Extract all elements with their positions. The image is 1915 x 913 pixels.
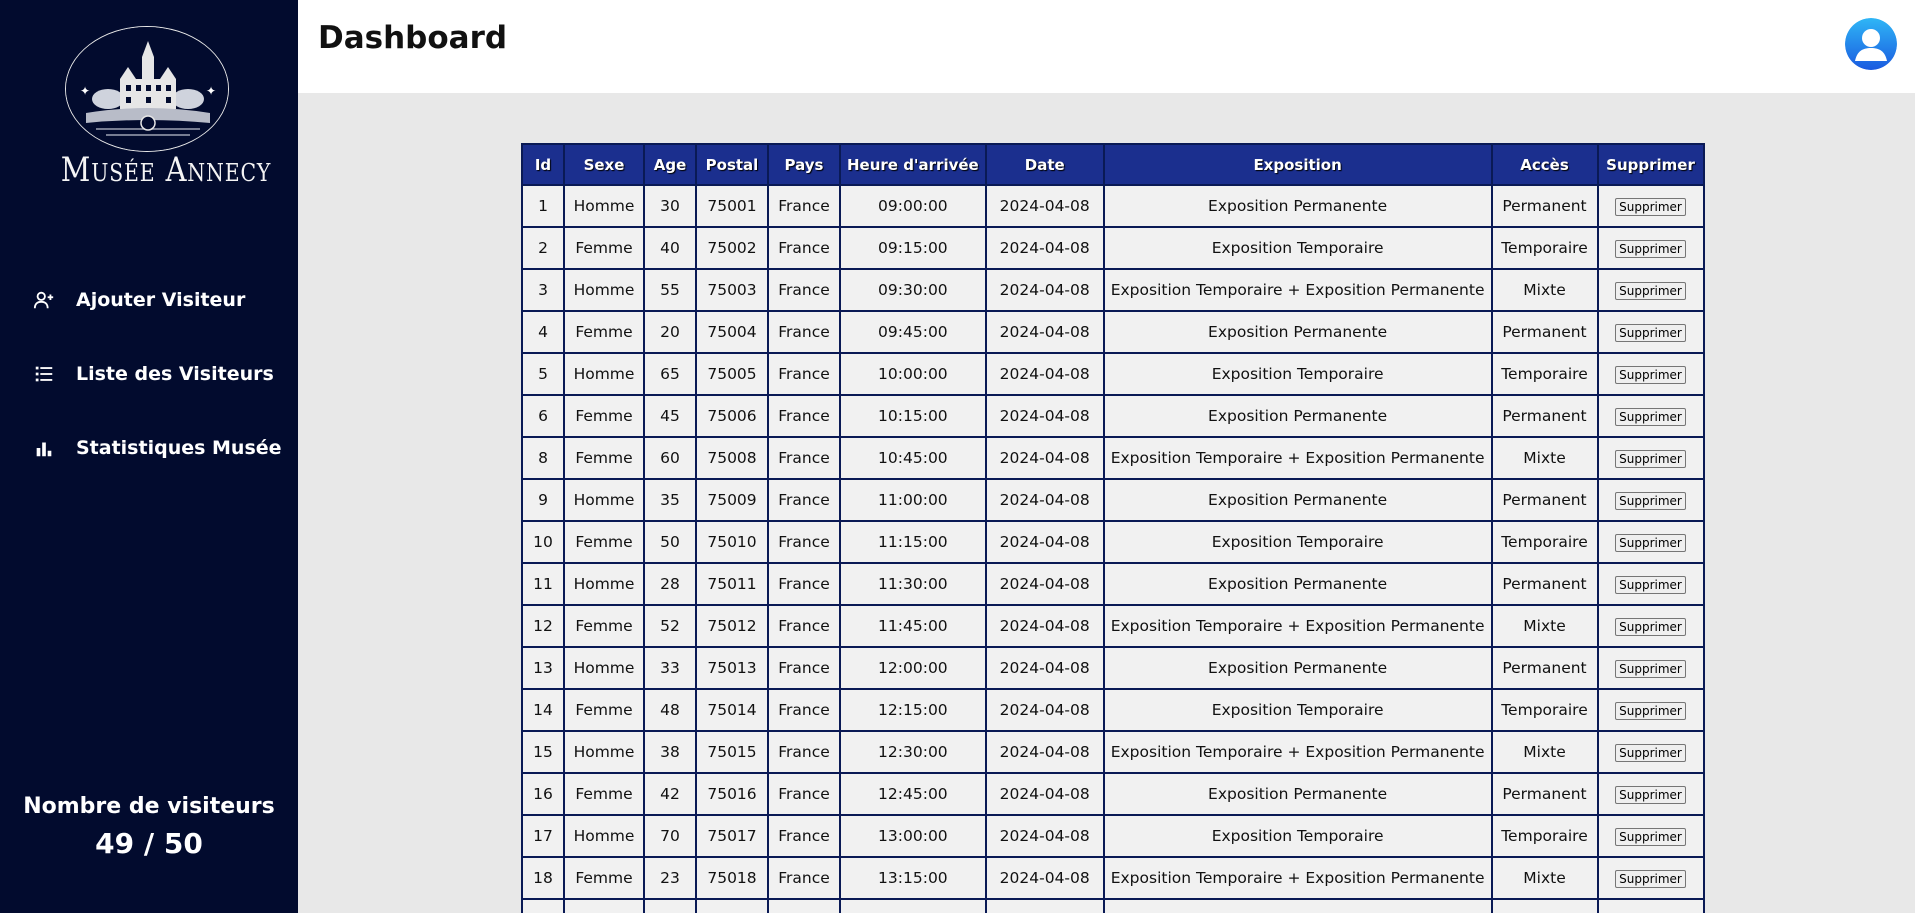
table-cell: Exposition Temporaire: [1104, 689, 1492, 731]
table-cell: [1598, 773, 1704, 815]
table-cell: 75008: [696, 437, 768, 479]
table-cell: France: [768, 185, 840, 227]
table-cell: France: [768, 521, 840, 563]
table-cell: 75002: [696, 227, 768, 269]
table-cell: Femme: [564, 857, 644, 899]
delete-visitor-button[interactable]: Supprimer: [1615, 366, 1686, 384]
table-cell: 09:45:00: [840, 311, 986, 353]
table-cell: Femme: [564, 521, 644, 563]
table-cell: 2024-04-08: [986, 563, 1104, 605]
delete-visitor-button[interactable]: Supprimer: [1615, 282, 1686, 300]
table-cell: [1598, 857, 1704, 899]
table-cell: Mixte: [1492, 605, 1598, 647]
table-cell: Exposition Temporaire + Exposition Permanente: [1104, 269, 1492, 311]
table-cell: [1598, 311, 1704, 353]
table-cell: Homme: [564, 647, 644, 689]
table-cell: 4: [522, 311, 564, 353]
table-row: [522, 689, 1704, 731]
table-cell: Exposition Permanente: [1104, 311, 1492, 353]
column-header: Exposition: [1104, 144, 1492, 185]
delete-visitor-button[interactable]: Supprimer: [1615, 534, 1686, 552]
table-cell: Homme: [564, 353, 644, 395]
table-cell: Exposition Permanente: [1104, 647, 1492, 689]
castle-emblem-icon: [65, 26, 229, 152]
column-header: Supprimer: [1598, 144, 1704, 185]
table-cell: 2024-04-08: [986, 857, 1104, 899]
table-cell: 3: [522, 269, 564, 311]
table-cell: 11:00:00: [840, 479, 986, 521]
table-cell: 2024-04-08: [986, 773, 1104, 815]
table-cell: 11: [522, 563, 564, 605]
table-cell: 75018: [696, 857, 768, 899]
table-cell: 38: [644, 731, 696, 773]
table-cell: France: [768, 815, 840, 857]
column-header: Id: [522, 144, 564, 185]
table-cell: 12:15:00: [840, 689, 986, 731]
table-cell: 65: [644, 353, 696, 395]
table-cell: [1598, 353, 1704, 395]
table-cell: 16: [522, 773, 564, 815]
page-title: Dashboard: [318, 20, 508, 56]
column-header: Postal: [696, 144, 768, 185]
table-cell: France: [768, 353, 840, 395]
table-row: [522, 521, 1704, 563]
delete-visitor-button[interactable]: Supprimer: [1615, 744, 1686, 762]
table-cell: Permanent: [1492, 479, 1598, 521]
table-cell: Exposition Permanente: [1104, 395, 1492, 437]
table-cell: Temporaire: [1492, 815, 1598, 857]
table-cell: France: [768, 395, 840, 437]
table-cell: [840, 899, 986, 913]
table-cell: Permanent: [1492, 563, 1598, 605]
table-cell: France: [768, 773, 840, 815]
table-cell: 75014: [696, 689, 768, 731]
sidebar-nav: [0, 263, 298, 485]
table-cell: Exposition Temporaire + Exposition Permanente: [1104, 857, 1492, 899]
table-cell: Temporaire: [1492, 353, 1598, 395]
table-cell: 13: [522, 647, 564, 689]
table-cell: [522, 899, 564, 913]
table-cell: Mixte: [1492, 857, 1598, 899]
table-row: [522, 773, 1704, 815]
table-cell: 2024-04-08: [986, 227, 1104, 269]
table-cell: 09:15:00: [840, 227, 986, 269]
table-cell: Temporaire: [1492, 521, 1598, 563]
table-cell: 75015: [696, 731, 768, 773]
table-cell: 12: [522, 605, 564, 647]
table-cell: 2024-04-08: [986, 395, 1104, 437]
nav-liste-visiteurs[interactable]: [0, 337, 298, 411]
table-cell: France: [768, 479, 840, 521]
table-cell: 2024-04-08: [986, 815, 1104, 857]
table-cell: 15: [522, 731, 564, 773]
table-cell: Femme: [564, 437, 644, 479]
table-cell: Exposition Temporaire: [1104, 815, 1492, 857]
table-row: [522, 395, 1704, 437]
delete-visitor-button[interactable]: Supprimer: [1615, 618, 1686, 636]
table-cell: Exposition Temporaire: [1104, 353, 1492, 395]
table-cell: 70: [644, 815, 696, 857]
table-cell: 75003: [696, 269, 768, 311]
visitor-count: [0, 794, 298, 860]
table-cell: 5: [522, 353, 564, 395]
visitors-table: [521, 143, 1705, 913]
table-cell: 6: [522, 395, 564, 437]
list-icon: [32, 362, 56, 386]
table-cell: [1598, 689, 1704, 731]
table-cell: [1104, 899, 1492, 913]
table-cell: Exposition Temporaire + Exposition Permanente: [1104, 605, 1492, 647]
table-cell: 11:15:00: [840, 521, 986, 563]
table-cell: [1598, 647, 1704, 689]
table-row: [522, 563, 1704, 605]
table-row: [522, 857, 1704, 899]
table-cell: 75011: [696, 563, 768, 605]
top-bar: [298, 0, 1915, 93]
table-cell: [1598, 227, 1704, 269]
table-cell: [1598, 185, 1704, 227]
table-cell: Femme: [564, 227, 644, 269]
user-avatar-icon[interactable]: [1845, 18, 1897, 70]
table-row: [522, 353, 1704, 395]
table-cell: [1492, 899, 1598, 913]
table-cell: France: [768, 269, 840, 311]
table-cell: 45: [644, 395, 696, 437]
nav-label: Ajouter Visiteur: [76, 289, 246, 311]
table-cell: Mixte: [1492, 437, 1598, 479]
table-cell: 2024-04-08: [986, 689, 1104, 731]
table-cell: 23: [644, 857, 696, 899]
table-body: [522, 185, 1704, 913]
column-header: Pays: [768, 144, 840, 185]
visitors-table-container: [521, 143, 1705, 913]
table-cell: 2024-04-08: [986, 521, 1104, 563]
table-cell: Mixte: [1492, 731, 1598, 773]
delete-visitor-button[interactable]: Supprimer: [1615, 660, 1686, 678]
table-cell: 40: [644, 227, 696, 269]
table-cell: 10:45:00: [840, 437, 986, 479]
visitor-count-value: 49 / 50: [95, 827, 203, 860]
sidebar: [0, 0, 298, 913]
table-cell: Homme: [564, 479, 644, 521]
table-cell: [1598, 395, 1704, 437]
table-row: [522, 479, 1704, 521]
table-row: [522, 185, 1704, 227]
delete-visitor-button[interactable]: Supprimer: [1615, 408, 1686, 426]
delete-visitor-button[interactable]: Supprimer: [1615, 492, 1686, 510]
table-cell: Femme: [564, 689, 644, 731]
delete-visitor-button[interactable]: Supprimer: [1615, 324, 1686, 342]
table-cell: 2024-04-08: [986, 353, 1104, 395]
table-cell: 75013: [696, 647, 768, 689]
delete-visitor-button[interactable]: Supprimer: [1615, 828, 1686, 846]
table-row: [522, 269, 1704, 311]
table-row: [522, 899, 1704, 913]
table-cell: [1598, 563, 1704, 605]
table-cell: 75006: [696, 395, 768, 437]
table-cell: 17: [522, 815, 564, 857]
table-cell: Femme: [564, 773, 644, 815]
table-cell: 13:15:00: [840, 857, 986, 899]
table-cell: 1: [522, 185, 564, 227]
table-cell: Mixte: [1492, 269, 1598, 311]
nav-label: Statistiques Musée: [76, 437, 282, 459]
table-cell: 09:00:00: [840, 185, 986, 227]
table-cell: 10:00:00: [840, 353, 986, 395]
table-cell: 2024-04-08: [986, 605, 1104, 647]
nav-label: Liste des Visiteurs: [76, 363, 274, 385]
table-cell: 50: [644, 521, 696, 563]
table-cell: 2024-04-08: [986, 269, 1104, 311]
column-header: Heure d'arrivée: [840, 144, 986, 185]
table-cell: Temporaire: [1492, 227, 1598, 269]
table-cell: 13:00:00: [840, 815, 986, 857]
nav-statistiques-musee[interactable]: [0, 411, 298, 485]
table-cell: Exposition Permanente: [1104, 479, 1492, 521]
table-row: [522, 437, 1704, 479]
table-cell: 75017: [696, 815, 768, 857]
table-cell: [1598, 731, 1704, 773]
delete-visitor-button[interactable]: Supprimer: [1615, 786, 1686, 804]
table-cell: [768, 899, 840, 913]
table-cell: Exposition Temporaire + Exposition Permanente: [1104, 731, 1492, 773]
table-cell: France: [768, 731, 840, 773]
visitor-count-label: Nombre de visiteurs: [23, 794, 275, 819]
table-cell: Temporaire: [1492, 689, 1598, 731]
table-cell: 55: [644, 269, 696, 311]
table-cell: 75016: [696, 773, 768, 815]
table-cell: [986, 899, 1104, 913]
column-header: Sexe: [564, 144, 644, 185]
table-cell: [1598, 479, 1704, 521]
table-cell: 10: [522, 521, 564, 563]
table-cell: 11:30:00: [840, 563, 986, 605]
table-cell: [644, 899, 696, 913]
table-cell: 12:00:00: [840, 647, 986, 689]
column-header: Date: [986, 144, 1104, 185]
table-cell: 33: [644, 647, 696, 689]
table-cell: Permanent: [1492, 647, 1598, 689]
table-cell: [1598, 899, 1704, 913]
table-cell: 9: [522, 479, 564, 521]
table-cell: 35: [644, 479, 696, 521]
museum-name: Musée Annecy: [60, 150, 272, 190]
delete-visitor-button[interactable]: Supprimer: [1615, 702, 1686, 720]
table-cell: [1598, 815, 1704, 857]
table-cell: 10:15:00: [840, 395, 986, 437]
table-cell: Femme: [564, 605, 644, 647]
table-cell: 12:45:00: [840, 773, 986, 815]
table-cell: 48: [644, 689, 696, 731]
table-cell: 75010: [696, 521, 768, 563]
table-cell: Exposition Temporaire + Exposition Permanente: [1104, 437, 1492, 479]
table-cell: Permanent: [1492, 773, 1598, 815]
table-cell: Exposition Permanente: [1104, 563, 1492, 605]
table-row: [522, 731, 1704, 773]
table-cell: 2: [522, 227, 564, 269]
table-cell: 2024-04-08: [986, 185, 1104, 227]
table-cell: [1598, 605, 1704, 647]
table-cell: Homme: [564, 185, 644, 227]
delete-visitor-button[interactable]: Supprimer: [1615, 240, 1686, 258]
table-cell: Permanent: [1492, 185, 1598, 227]
table-cell: 11:45:00: [840, 605, 986, 647]
table-cell: 20: [644, 311, 696, 353]
delete-visitor-button[interactable]: Supprimer: [1615, 870, 1686, 888]
table-cell: [1598, 437, 1704, 479]
table-cell: 28: [644, 563, 696, 605]
table-cell: 75012: [696, 605, 768, 647]
table-cell: [1598, 269, 1704, 311]
table-cell: 2024-04-08: [986, 479, 1104, 521]
table-cell: France: [768, 437, 840, 479]
table-row: [522, 227, 1704, 269]
table-cell: France: [768, 689, 840, 731]
table-cell: [696, 899, 768, 913]
table-cell: 52: [644, 605, 696, 647]
table-cell: 30: [644, 185, 696, 227]
table-cell: Permanent: [1492, 395, 1598, 437]
table-cell: 09:30:00: [840, 269, 986, 311]
table-cell: 18: [522, 857, 564, 899]
table-cell: 75001: [696, 185, 768, 227]
table-cell: Exposition Temporaire: [1104, 521, 1492, 563]
table-cell: France: [768, 647, 840, 689]
table-cell: Permanent: [1492, 311, 1598, 353]
table-cell: 60: [644, 437, 696, 479]
table-cell: 75004: [696, 311, 768, 353]
delete-visitor-button[interactable]: Supprimer: [1615, 198, 1686, 216]
svg-text:✦: ✦: [80, 84, 91, 98]
user-plus-icon: [32, 288, 56, 312]
table-cell: [1598, 521, 1704, 563]
table-cell: Femme: [564, 395, 644, 437]
table-cell: 75009: [696, 479, 768, 521]
delete-visitor-button[interactable]: Supprimer: [1615, 576, 1686, 594]
table-cell: 8: [522, 437, 564, 479]
table-cell: Homme: [564, 731, 644, 773]
column-header: Accès: [1492, 144, 1598, 185]
table-cell: 2024-04-08: [986, 437, 1104, 479]
table-cell: France: [768, 605, 840, 647]
table-cell: Homme: [564, 815, 644, 857]
table-header-row: [522, 144, 1704, 185]
bar-chart-icon: [32, 436, 56, 460]
nav-ajouter-visiteur[interactable]: [0, 263, 298, 337]
table-cell: Homme: [564, 563, 644, 605]
table-cell: Exposition Permanente: [1104, 773, 1492, 815]
table-row: [522, 605, 1704, 647]
table-cell: [564, 899, 644, 913]
table-cell: 2024-04-08: [986, 731, 1104, 773]
table-cell: Exposition Permanente: [1104, 185, 1492, 227]
table-cell: France: [768, 311, 840, 353]
table-cell: 12:30:00: [840, 731, 986, 773]
svg-text:✦: ✦: [206, 84, 217, 98]
table-cell: France: [768, 563, 840, 605]
column-header: Age: [644, 144, 696, 185]
table-row: [522, 311, 1704, 353]
table-cell: 42: [644, 773, 696, 815]
table-cell: 2024-04-08: [986, 647, 1104, 689]
museum-logo: [45, 26, 272, 206]
table-cell: 75005: [696, 353, 768, 395]
delete-visitor-button[interactable]: Supprimer: [1615, 450, 1686, 468]
table-cell: France: [768, 227, 840, 269]
table-cell: 14: [522, 689, 564, 731]
table-cell: France: [768, 857, 840, 899]
table-row: [522, 815, 1704, 857]
table-cell: 2024-04-08: [986, 311, 1104, 353]
table-cell: Exposition Temporaire: [1104, 227, 1492, 269]
table-cell: Homme: [564, 269, 644, 311]
table-row: [522, 647, 1704, 689]
table-cell: Femme: [564, 311, 644, 353]
